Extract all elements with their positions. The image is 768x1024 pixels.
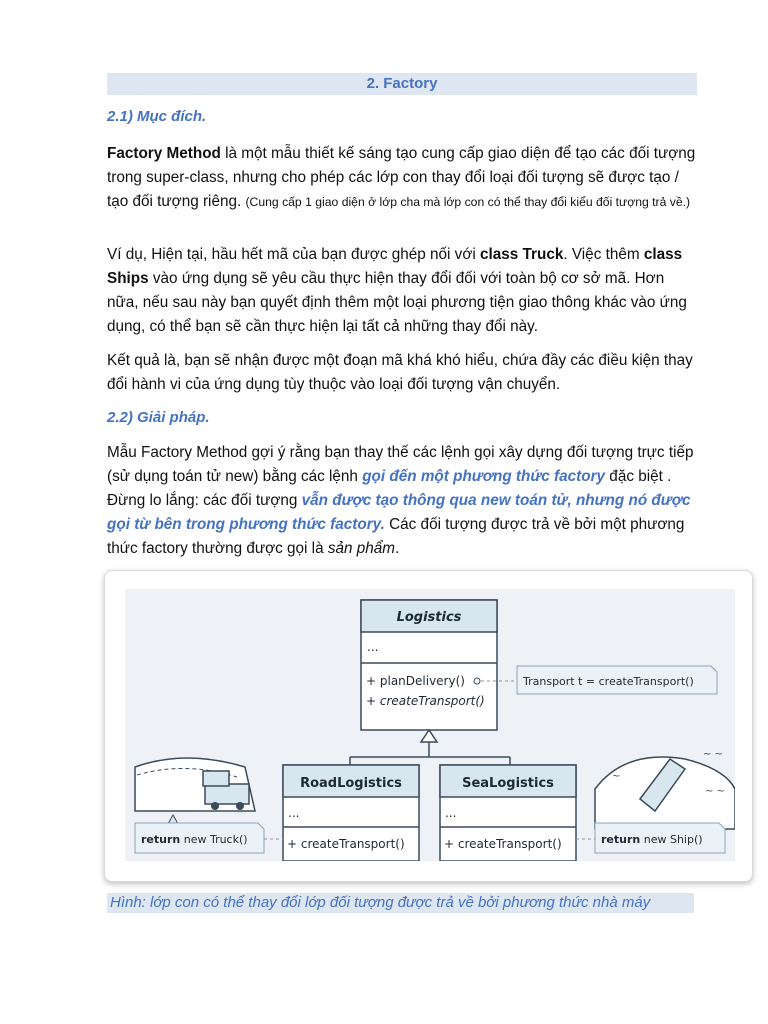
road-class-name: RoadLogistics [300,776,402,791]
uml-svg [125,589,735,861]
road-logistics-class [283,765,419,861]
product-term: sản phẩm [327,540,396,557]
purpose-heading: 2.1) Mục đích. [107,108,207,125]
note-return-ship [576,823,725,853]
sea-method: + createTransport() [444,837,562,851]
sol-emphasis-1: gọi đến một phương thức factory [362,468,606,485]
sea-class-name: SeaLogistics [462,776,554,791]
logistics-method-1: + planDelivery() [366,674,465,688]
purpose-paragraph-2 [107,243,699,339]
class-truck-term: class Truck [480,246,564,263]
solution-heading: 2.2) Giải pháp. [107,409,210,426]
note-right-text [601,833,703,846]
note-right-keyword: return [601,833,641,846]
p2-text-3: vào ứng dụng sẽ yêu cầu thực hiện thay đổi đối với toàn bộ cơ sở mã. Hơn nữa, nếu sau này bạn quyết định thêm một loại phương tiện giao thông khác vào ứng dụng, có thể bạn sẽ cần thực hiện lại tất cả những thay đổi này. [107,270,687,335]
road-fields: ... [288,806,300,820]
sol-text-4: . [395,540,400,557]
class-ships-term: class Ships [107,246,683,287]
uml-diagram [125,589,735,861]
sol-emphasis-2: vẫn được tạo thông qua new toán tử, nhưng nó được gọi từ bên trong phương thức factory. [107,492,691,533]
factory-method-term: Factory Method [107,145,221,162]
section-title: 2. Factory [107,73,697,95]
note-right-rest: new Ship() [640,833,703,846]
svg-text:~ ~: ~ ~ [705,786,725,797]
solution-paragraph [107,441,699,561]
sol-text-2: đặc biệt . Đừng lo lắng: các đối tượng [107,468,672,509]
sol-text-3: Các đối tượng được trả về bởi một phương thức factory thường được gọi là [107,516,685,557]
purpose-paragraph-1 [107,142,699,214]
sea-logistics-class [440,765,576,861]
note-top-text: Transport t = createTransport() [523,675,694,688]
sol-text-1: Mẫu Factory Method gợi ý rằng bạn thay thế các lệnh gọi xây dựng đối tượng trực tiếp (sử dụng toán tử new) bằng các lệnh [107,444,694,485]
note-left-keyword: return [141,833,181,846]
logistics-fields: ... [367,640,379,654]
figure-caption: Hình: lớp con có thể thay đổi lớp đối tượng được trả về bởi phương thức nhà máy [107,893,694,913]
sea-fields: ... [445,806,457,820]
figure-card [104,570,753,882]
inheritance-arrow [350,730,510,765]
note-left-text [141,833,248,846]
p2-text-1: Ví dụ, Hiện tại, hầu hết mã của bạn được ghép nối với [107,246,481,263]
truck-illustration [135,758,255,829]
logistics-method-2: + createTransport() [366,694,485,708]
purpose-paragraph-3: Kết quả là, bạn sẽ nhận được một đoạn mã khá khó hiểu, chứa đầy các điều kiện thay đổi hành vi của ứng dụng tùy thuộc vào loại đối tượng vận chuyển. [107,352,693,393]
purpose-p1-text: là một mẫu thiết kế sáng tạo cung cấp giao diện để tạo các đối tượng trong super-class, nhưng cho phép các lớp con thay đổi loại đối tượng sẽ được tạo / tạo đối tượng riêng. [107,145,696,210]
svg-text:~ ~: ~ ~ [703,749,723,760]
ship-illustration [595,749,735,829]
logistics-class-name: Logistics [396,610,462,625]
note-left-rest: new Truck() [180,833,248,846]
svg-text:~: ~ [612,771,621,782]
purpose-p1-note: (Cung cấp 1 giao diện ở lớp cha mà lớp con có thể thay đổi kiểu đối tượng trả về.) [245,195,691,209]
p2-text-2: . Việc thêm [563,246,644,263]
note-create-transport [481,666,717,694]
road-method: + createTransport() [287,837,405,851]
note-return-truck [135,823,283,853]
logistics-class [361,600,497,730]
